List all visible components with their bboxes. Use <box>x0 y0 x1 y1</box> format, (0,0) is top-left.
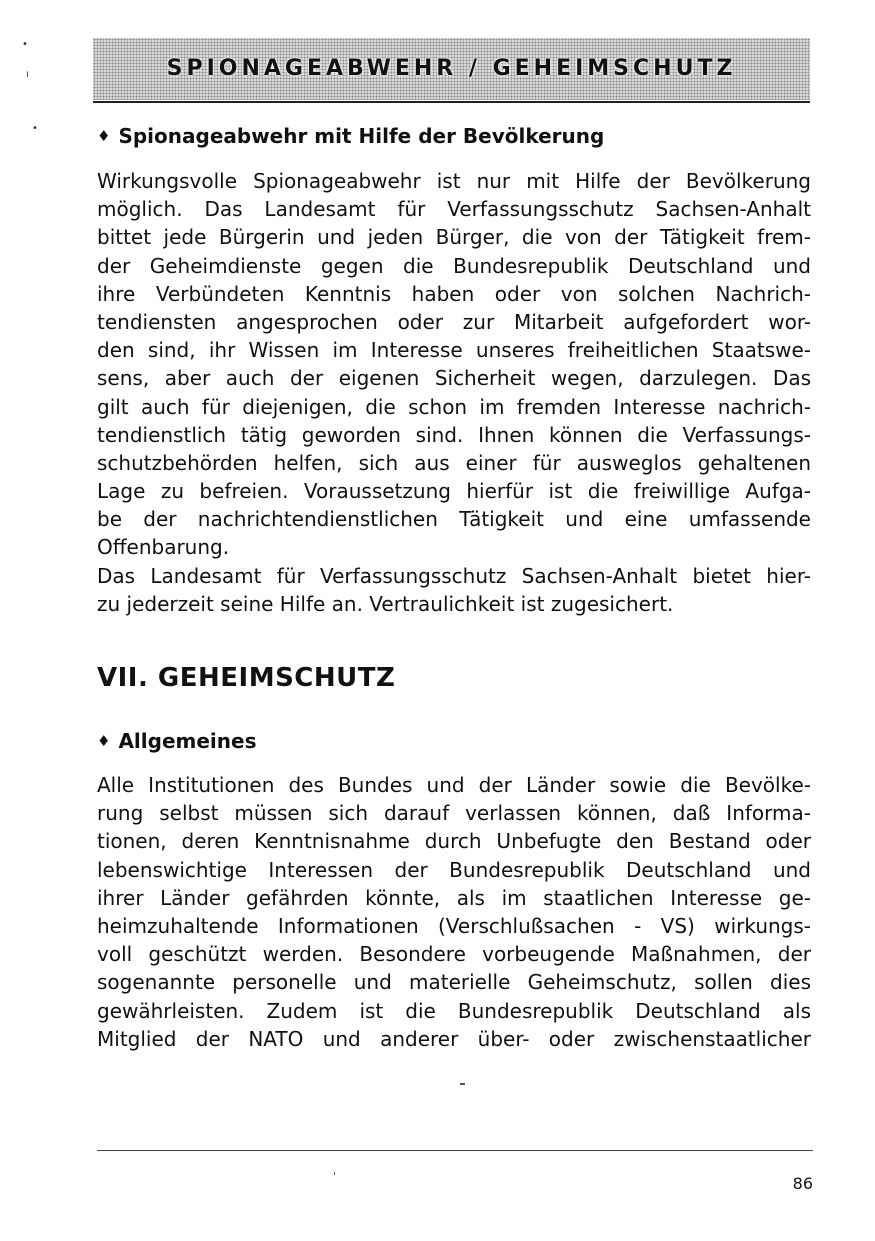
footer-rule <box>97 1150 813 1151</box>
text-line: Wirkungsvolle Spionageabwehr ist nur mit Hilfe der Bevölkerung <box>97 169 811 193</box>
text-line: Alle Institutionen des Bundes und der Länder sowie die Bevölke- <box>97 773 811 797</box>
text-line: rung selbst müssen sich darauf verlassen können, daß Informa- <box>97 801 811 826</box>
text-line: möglich. Das Landesamt für Verfassungsschutz Sachsen-Anhalt <box>97 197 811 222</box>
diamond-bullet-icon: ♦ <box>97 127 111 145</box>
text-line: lebenswichtige Interessen der Bundesrepublik Deutschland und <box>97 857 811 882</box>
text-line: gewährleisten. Zudem ist die Bundesrepublik Deutschland als <box>97 998 811 1023</box>
scan-speck <box>460 1083 465 1085</box>
diamond-bullet-icon: ♦ <box>97 732 111 750</box>
margin-mark: • <box>22 39 28 50</box>
paragraph-spionageabwehr <box>97 167 811 618</box>
text-line: Lage zu befreien. Voraussetzung hierfür ist die freiwillige Aufga- <box>97 479 811 504</box>
text-line: sens, aber auch der eigenen Sicherheit wegen, darzulegen. Das <box>97 366 811 391</box>
chapter-heading: VII. GEHEIMSCHUTZ <box>97 663 396 693</box>
margin-mark: ı <box>26 69 29 80</box>
text-line: heimzuhaltende Informationen (Verschlußsachen - VS) wirkungs- <box>97 913 811 938</box>
text-line: Offenbarung. <box>97 535 230 560</box>
text-line: ihrer Länder gefährden könnte, als im staatlichen Interesse ge- <box>97 885 811 910</box>
text-line: Das Landesamt für Verfassungsschutz Sachsen-Anhalt bietet hier- <box>97 563 811 588</box>
section-heading-text: Spionageabwehr mit Hilfe der Bevölkerung <box>118 124 605 148</box>
paragraph-allgemeines <box>97 771 811 1053</box>
text-line: der Geheimdienste gegen die Bundesrepublik Deutschland und <box>97 253 811 278</box>
section-heading-spionageabwehr <box>97 124 604 148</box>
text-line: bittet jede Bürgerin und jeden Bürger, die von der Tätigkeit frem- <box>97 225 811 250</box>
text-line: schutzbehörden helfen, sich aus einer für ausweglos gehaltenen <box>97 450 811 475</box>
text-line: tendiensten angesprochen oder zur Mitarbeit aufgefordert wor- <box>97 309 811 334</box>
text-line: gilt auch für diejenigen, die schon im fremden Interesse nachrich- <box>97 394 811 419</box>
text-line: tionen, deren Kenntnisnahme durch Unbefugte den Bestand oder <box>97 829 811 854</box>
section-heading-allgemeines <box>97 729 257 753</box>
page-number: 86 <box>792 1174 813 1193</box>
text-line: zu jederzeit seine Hilfe an. Vertraulichkeit ist zugesichert. <box>97 591 674 616</box>
text-line: voll geschützt werden. Besondere vorbeugende Maßnahmen, der <box>97 942 811 967</box>
scan-speck <box>334 1172 335 1175</box>
text-line: tendienstlich tätig geworden sind. Ihnen können die Verfassungs- <box>97 422 811 447</box>
text-line: Mitglied der NATO und anderer über- oder zwischenstaatlicher <box>97 1026 811 1051</box>
text-line: ihre Verbündeten Kenntnis haben oder von solchen Nachrich- <box>97 281 811 306</box>
running-header-title: SPIONAGEABWEHR / GEHEIMSCHUTZ <box>166 56 737 81</box>
header-rule <box>93 101 810 103</box>
text-line: den sind, ihr Wissen im Interesse unseres freiheitlichen Staatswe- <box>97 338 811 363</box>
section-heading-text: Allgemeines <box>118 729 257 753</box>
text-line: be der nachrichtendienstlichen Tätigkeit und eine umfassende <box>97 507 811 532</box>
margin-mark: • <box>32 123 38 134</box>
text-line: sogenannte personelle und materielle Geheimschutz, sollen dies <box>97 970 811 995</box>
